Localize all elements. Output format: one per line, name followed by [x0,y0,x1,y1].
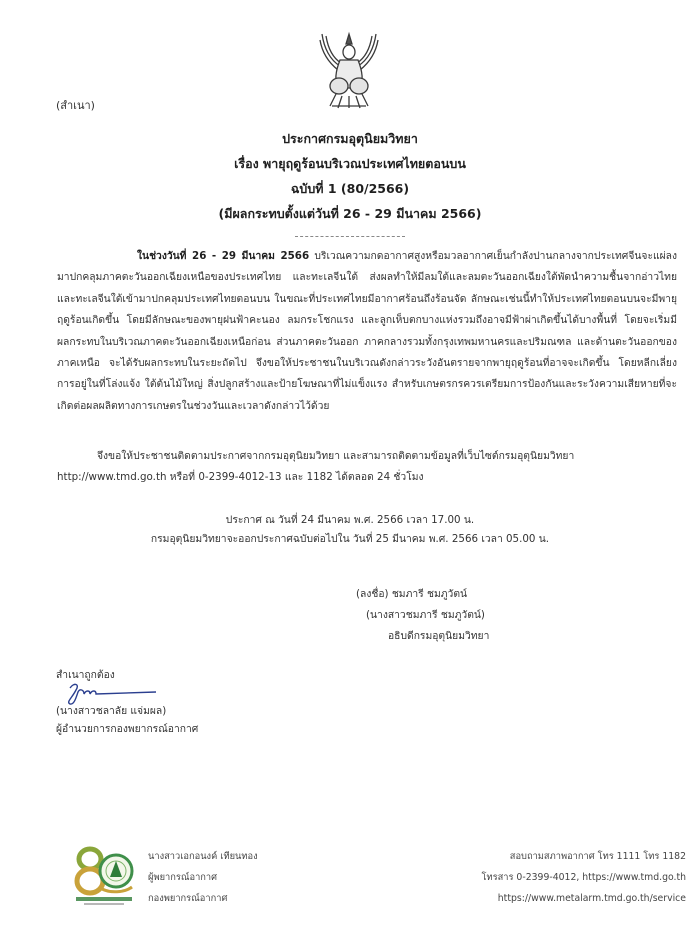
issued-date: ประกาศ ณ วันที่ 24 มีนาคม พ.ศ. 2566 เวลา 17.00 น. [225,514,475,526]
handwritten-signature-icon [60,680,160,706]
footer-forecaster-info [148,846,258,909]
footer-fax-website: โทรสาร 0-2399-4012, https://www.tmd.go.th [481,872,686,883]
copy-label: (สำเนา) [56,99,95,112]
title-issue-number: ฉบับที่ 1 (80/2566) [290,181,410,196]
contact-paragraph [57,446,677,489]
announcement-dates [0,511,700,549]
title-subject: เรื่อง พายุฤดูร้อนบริเวณประเทศไทยตอนบน [234,156,466,171]
footer-phone: สอบถามสภาพอากาศ โทร 1111 โทร 1182 [509,851,686,862]
contact-line-1: จึงขอให้ประชาชนติดตามประกาศจากกรมอุตุนิยมวิทยา และสามารถติดตามข้อมูลที่เว็บไซต์กรมอุตุนิยมวิทยา [97,450,575,462]
signer-position: อธิบดีกรมอุตุนิยมวิทยา [388,630,490,642]
garuda-emblem-icon [316,30,382,110]
body-lead-dates: ในช่วงวันที่ 26 - 29 มีนาคม 2566 [137,250,310,262]
forecaster-division: กองพยากรณ์อากาศ [148,893,228,904]
signer-block [356,584,489,647]
signer-signed: (ลงชื่อ) ชมภารี ชมภูวัตน์ [356,588,468,600]
certify-name: (นางสาวชลาลัย แจ่มผล) [56,705,167,717]
title-divider [295,236,405,237]
contact-line-2: http://www.tmd.go.th หรือที่ 0-2399-4012-13 และ 1182 ได้ตลอด 24 ชั่วโมง [57,471,424,484]
certify-position: ผู้อำนวยการกองพยากรณ์อากาศ [56,723,199,735]
signer-name: (นางสาวชมภารี ชมภูวัตน์) [366,609,485,621]
forecaster-name: นางสาวเอกอนงค์ เทียนทอง [148,851,258,862]
title-organization: ประกาศกรมอุตุนิยมวิทยา [282,131,418,146]
title-effective-dates: (มีผลกระทบตั้งแต่วันที่ 26 - 29 มีนาคม 2566) [218,206,482,221]
forecaster-title: ผู้พยากรณ์อากาศ [148,872,218,883]
certify-label: สำเนาถูกต้อง [56,669,115,681]
announcement-title-block [0,126,700,237]
footer-service-url: https://www.metalarm.tmd.go.th/service [497,893,686,904]
announcement-body [57,246,677,417]
tmd-80th-anniversary-logo-icon [72,843,138,909]
body-text: บริเวณความกดอากาศสูงหรือมวลอากาศเย็นกำลังปานกลางจากประเทศจีนจะแผ่ลงมาปกคลุมภาคตะวันออกเฉียงเหนือของประเทศไทย และทะเลจีนใต้ ส่งผลทำให้มีลมใต้และลมตะวันออกเฉียงใต้พัดนำความชื้นจากอ่าวไทยและทะเลจีนใต้เข้ามาปกคลุมประเทศไทยตอนบน ในขณะที่ประเทศไทยมีอากาศร้อนถึงร้อนจัด ลักษณะเช่นนี้ทำให้ประเทศไทยตอนบนจะมีพายุฤดูร้อนเกิดขึ้น โดยมีลักษณะของพายุฝนฟ้าคะนอง ลมกระโชกแรง และลูกเห็บตกบางแห่งรวมถึงอาจมีฟ้าผ่าเกิดขึ้นได้บางพื้นที่ โดยจะเริ่มมีผลกระทบในบริเวณภาคตะวันออกเฉียงเหนือก่อน ส่วนภาคตะวันออก ภาคกลางรวมทั้งกรุงเทพมหานครและปริมณฑล และด้านตะวันออกของภาคเหนือ จะได้รับผลกระทบในระยะถัดไป จึงขอให้ประชาชนในบริเวณดังกล่าวระวังอันตรายจากพายุฤดูร้อนที่อาจจะเกิดขึ้น โดยหลีกเลี่ยงการอยู่ในที่โล่งแจ้ง ใต้ต้นไม้ใหญ่ สิ่งปลูกสร้างและป้ายโฆษณาที่ไม่แข็งแรง สำหรับเกษตรกรควรเตรียมการป้องกันและระวังความเสียหายที่จะเกิดต่อผลผลิตทางการเกษตรในช่วงวันและเวลาดังกล่าวไว้ด้วย [57,250,677,412]
footer-contact-info [481,846,686,909]
next-issue-date: กรมอุตุนิยมวิทยาจะออกประกาศฉบับต่อไปใน วันที่ 25 มีนาคม พ.ศ. 2566 เวลา 05.00 น. [150,533,550,545]
